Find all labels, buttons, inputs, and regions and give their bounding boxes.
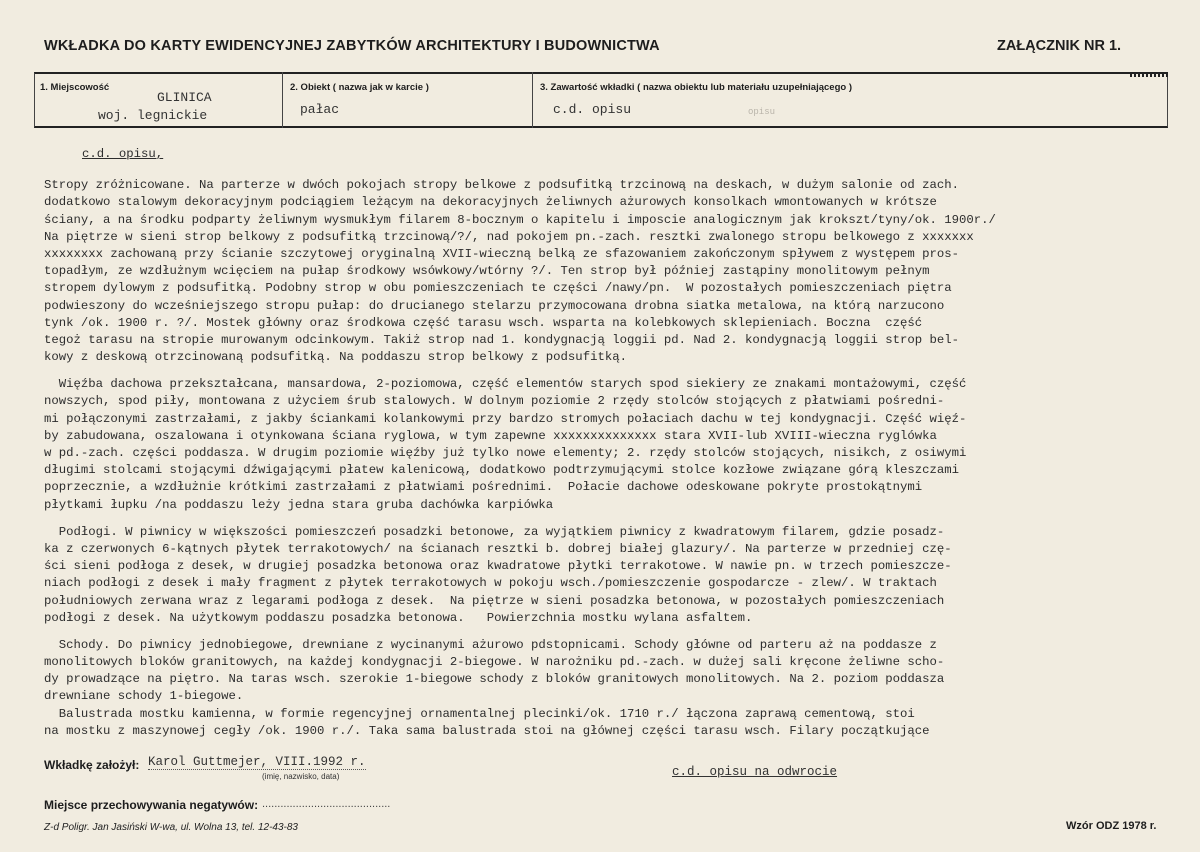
description-line: Podłogi. W piwnicy w większości pomieszczeń posadzki betonowe, za wyjątkiem piwnicy z kwadratowym filarem, gdzie posadz-	[44, 524, 945, 539]
description-body	[44, 146, 1164, 740]
description-line: niach podłogi z desek i mały fragment z płytek terrakotowych w pokoju wsch./pomieszczenie gospodarcze - zlew/. W traktach	[44, 576, 937, 591]
voivodeship-value: woj. legnickie	[98, 108, 208, 123]
box-corner-hatch	[1130, 72, 1168, 77]
description-line: południowych zerwana wraz z legarami podłoga z desek. Na piętrze w sieni posadzka betonowa, w pozostałych pomieszczeniach	[44, 593, 945, 608]
description-line: ści sieni podłoga z desek, w drugiej posadzka betonowa oraz kwadratowe płytki terrakotowe. W nawie pn. w trzech pomieszcze-	[44, 559, 952, 574]
description-line: podwieszony do wcześniejszego stropu pułap: do drucianego stelarzu przymocowana drobna siatka metalowa, na którą narzucono	[44, 298, 945, 313]
description-line: kowy z deskową otrzcinowaną podsufitką. Na poddaszu strop belkowy z podsufitką.	[44, 350, 627, 365]
object-value: pałac	[300, 102, 340, 117]
description-line: topadłym, ze wzdłużnym wcięciem na pułap środkowy wsówkowy/wtórny ?/. Ten strop był później zastąpiny monolitowym pełnym	[44, 264, 930, 279]
faint-overprint: opisu	[748, 107, 776, 117]
description-line: stropem dylowym z podsufitką. Podobny strop w obu pomieszczeniach te części /nawy/pn. W pozostałych pomieszczeniach piętra	[44, 281, 952, 296]
description-line: monolitowych bloków granitowych, na każdej kondygnacji 2-biegowe. W narożniku pd.-zach. w dużej sali kręcone żeliwne scho-	[44, 655, 945, 670]
description-line: xxxxxxxx zachowaną przy ścianie szczytowej oryginalną XVII-wieczną belką ze sfazowaniem zakończonym spływem z występem pros-	[44, 246, 960, 261]
form-title: WKŁADKA DO KARTY EWIDENCYJNEJ ZABYTKÓW ARCHITEKTURY I BUDOWNICTWA	[44, 38, 660, 54]
content-label: 3. Zawartość wkładki ( nazwa obiektu lub materiału uzupełniającego )	[540, 82, 852, 93]
description-line: długimi stolcami stojącymi dźwigającymi płatew kalenicową, dodatkowo podtrzymującymi stolce kozłowe związane górą kleszczami	[44, 463, 960, 478]
continued-on-back: c.d. opisu na odwrocie	[672, 765, 838, 779]
author-label: Wkładkę założył:	[44, 758, 140, 772]
description-line: poprzecznie, a wzdłużnie krótkimi zastrzałami z płatwiami pośrednimi. Połacie dachowe odeskowane pokryte prostokątnymi	[44, 480, 923, 495]
locality-label: 1. Miejscowość	[40, 82, 110, 93]
column-divider	[532, 72, 533, 128]
description-line: tegoż tarasu na stropie murowanym odcinkowym. Takiż strop nad 1. kondygnacją loggii pd. Nad 2. kondygnacją loggii strop bel-	[44, 332, 960, 347]
negatives-label: Miejsce przechowywania negatywów:	[44, 798, 259, 812]
author-value: Karol Guttmejer, VIII.1992 r.	[148, 755, 366, 769]
negatives-blank: ..........................................	[262, 798, 391, 810]
description-line: nowszych, spod piły, montowana z użyciem śrub stalowych. W dolnym poziomie 2 rzędy stolców stojących z płatwiami pośredni-	[44, 394, 945, 409]
locality-value: GLINICA	[157, 90, 212, 105]
description-line: Na piętrze w sieni strop belkowy z podsufitką trzcinową/?/, nad pokojem pn.-zach. resztki zwalonego stropu belkowego z xxxxxxx	[44, 229, 974, 244]
description-line: Stropy zróżnicowane. Na parterze w dwóch pokojach stropy belkowe z podsufitką trzcinową na deskach, w dużym salonie od zach.	[44, 178, 960, 193]
description-line: ka z czerwonych 6-kątnych płytek terrakotowych/ na ścianach resztki b. dobrej białej glazury/. Na parterze w przedniej czę-	[44, 541, 952, 556]
annex-number: ZAŁĄCZNIK NR 1.	[997, 38, 1122, 54]
description-line: Więźba dachowa przekształcana, mansardowa, 2-poziomowa, część elementów starych spod siekiery ze znakami montażowymi, część	[44, 377, 967, 392]
description-line: na mostku z maszynowej cegły /ok. 1900 r./. Taka sama balustrada stoi na głównej części tarasu wsch. Filary początkujące	[44, 723, 930, 738]
column-divider	[282, 72, 283, 128]
form-model: Wzór ODZ 1978 r.	[1066, 820, 1157, 832]
author-caption: (imię, nazwisko, data)	[262, 772, 340, 781]
content-value: c.d. opisu	[553, 102, 632, 117]
description-line: ściany, a na środku podparty żeliwnym wysmukłym filarem 8-bocznym o kapitelu i imposcie analogicznym jak krokszt/tyny/ok. 1900r./	[44, 212, 996, 227]
description-line: Schody. Do piwnicy jednobiegowe, drewniane z wycinanymi ażurowo pdstopnicami. Schody główne od parteru aż na poddasze z	[44, 637, 937, 652]
printer-imprint: Z-d Poligr. Jan Jasiński W-wa, ul. Wolna 13, tel. 12-43-83	[44, 822, 298, 833]
description-line: mi połączonymi zastrzałami, z jakby ściankami kolankowymi przy bardzo stromych połaciach dachu w tej kondygnacji. Część więź-	[44, 411, 967, 426]
paragraph-gap	[44, 514, 1164, 524]
description-lines	[44, 177, 1164, 740]
description-line: drewniane schody 1-biegowe.	[44, 689, 244, 704]
description-line: w pd.-zach. części poddasza. W drugim poziomie więźby już tylko nowe elementy; 2. rzędy stolców stojących, nisikch, z osiwymi	[44, 446, 967, 460]
paragraph-gap	[44, 366, 1164, 376]
description-line: tynk /ok. 1900 r. ?/. Mostek główny oraz środkowa część tarasu wsch. wsparta na kolebkowych sklepieniach. Boczna część	[44, 315, 923, 330]
description-line: płytkami łupku /na poddaszu leży jedna stara gruba dachówka karpiówka	[44, 497, 554, 512]
description-line: podłogi z desek. Na użytkowym poddaszu posadzka betonowa. Powierzchnia mostku wylana asfaltem.	[44, 610, 753, 625]
continuation-heading: c.d. opisu,	[82, 147, 164, 161]
description-line: by zabudowana, oszalowana i otynkowana ściana ryglowa, w tym zapewne xxxxxxxxxxxxxx stara XVII-lub XVIII-wieczna ryglówka	[44, 428, 937, 443]
object-label: 2. Obiekt ( nazwa jak w karcie )	[290, 82, 429, 93]
description-line: Balustrada mostku kamienna, w formie regencyjnej ornamentalnej plecinki/ok. 1710 r./ łączona zaprawą cementową, stoi	[44, 706, 915, 721]
description-line: dy prowadzące na piętro. Na taras wsch. szerokie 1-biegowe schody z bloków granitowych monolitowych. Na 2. poziom poddasza	[44, 672, 945, 687]
description-line: dodatkowo stalowym dekoracyjnym podciągiem leżącym na dekoracyjnych żeliwnych ażurowych konsolkach wmontowanych w krótsze	[44, 195, 937, 210]
paragraph-gap	[44, 627, 1164, 637]
